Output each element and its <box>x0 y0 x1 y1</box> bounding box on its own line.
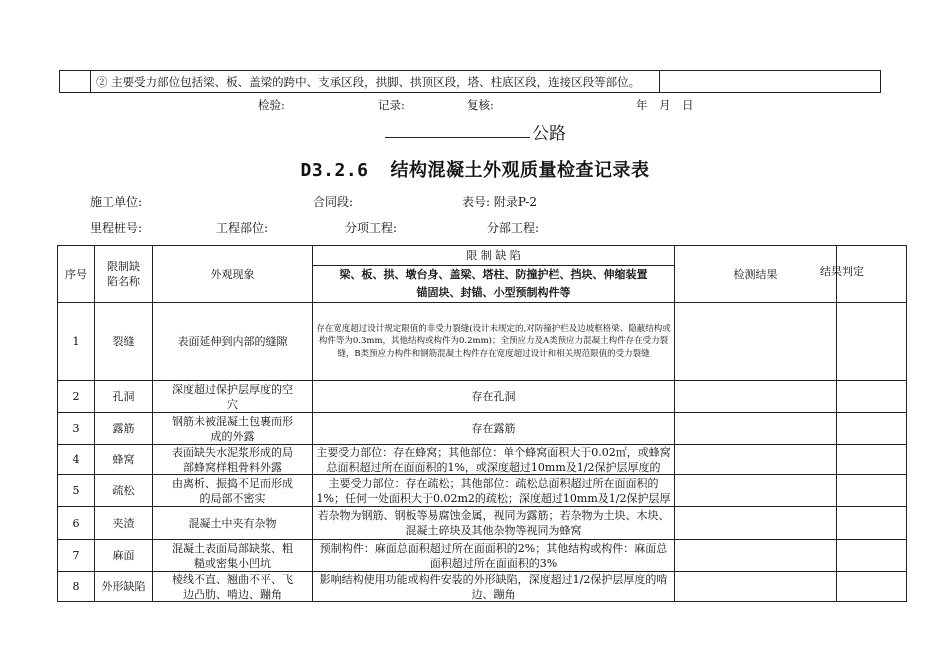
page-title <box>0 156 950 182</box>
table-row <box>58 572 907 602</box>
row-no: 7 <box>58 540 95 572</box>
row-judge-cell[interactable] <box>837 303 907 381</box>
row-no: 6 <box>58 507 95 540</box>
table-row <box>58 507 907 540</box>
meta-contractor: 施工单位: <box>90 195 143 209</box>
header-judge-label: 结果判定 <box>820 265 864 278</box>
row-appearance: 表面延伸到内部的缝隙 <box>153 303 313 381</box>
row-appearance: 钢筋未被混凝土包裹而形成的外露 <box>153 413 313 445</box>
header-limit: 限 制 缺 陷 <box>313 246 675 266</box>
row-appearance: 表面缺失水泥浆形成的局部蜂窝样粗骨料外露 <box>153 445 313 475</box>
header-result: 检测结果 <box>675 246 837 303</box>
row-appearance: 混凝土表面局部缺浆、粗糙或密集小凹坑 <box>153 540 313 572</box>
sign-inspect: 检验: <box>258 98 285 112</box>
row-judge-cell[interactable] <box>837 507 907 540</box>
meta-station: 里程桩号: <box>90 221 143 235</box>
row-result-cell[interactable] <box>675 507 837 540</box>
row-defect-name: 疏松 <box>95 475 153 507</box>
header-appearance: 外观现象 <box>153 246 313 303</box>
row-no: 5 <box>58 475 95 507</box>
title-text: 结构混凝土外观质量检查记录表 <box>390 160 650 181</box>
meta-contract-section: 合同段: <box>313 195 354 209</box>
row-no: 8 <box>58 572 95 602</box>
row-defect-name: 外形缺陷 <box>95 572 153 602</box>
row-limit: 预制构件：麻面总面积超过所在面面积的2%；其他结构或构件：麻面总面积超过所在面面积的3% <box>313 540 675 572</box>
row-limit: 影响结构使用功能或构件安装的外形缺陷，深度超过1/2保护层厚度的啃边、蹦角 <box>313 572 675 602</box>
meta-sub-work: 分部工程: <box>487 221 540 235</box>
table-row <box>58 540 907 572</box>
table-row <box>58 445 907 475</box>
sign-date: 年 月 日 <box>636 98 694 112</box>
sign-review: 复核: <box>467 98 494 112</box>
table-row <box>58 413 907 445</box>
row-judge-cell[interactable] <box>837 540 907 572</box>
header-no: 序号 <box>58 246 95 303</box>
top-note-row <box>59 70 881 93</box>
meta-form-no: 表号: 附录P-2 <box>462 195 537 209</box>
meta-project-part: 工程部位: <box>216 221 269 235</box>
row-appearance: 混凝土中夹有杂物 <box>153 507 313 540</box>
row-appearance: 棱线不直、翘曲不平、飞边凸肋、啃边、蹦角 <box>153 572 313 602</box>
road-name-blank[interactable] <box>385 137 530 138</box>
row-defect-name: 蜂窝 <box>95 445 153 475</box>
top-note-divider <box>659 71 660 92</box>
row-judge-cell[interactable] <box>837 381 907 413</box>
sign-record: 记录: <box>378 98 405 112</box>
row-defect-name: 露筋 <box>95 413 153 445</box>
header-limit-sub: 梁、板、拱、墩台身、盖梁、塔柱、防撞护栏、挡块、伸缩装置锚固块、封锚、小型预制构件等 <box>313 266 675 303</box>
row-limit: 存在孔洞 <box>313 381 675 413</box>
header-defect-name: 限制缺陷名称 <box>95 246 153 303</box>
row-judge-cell[interactable] <box>837 475 907 507</box>
row-appearance: 深度超过保护层厚度的空穴 <box>153 381 313 413</box>
title-code: D3.2.6 <box>300 160 369 181</box>
row-result-cell[interactable] <box>675 572 837 602</box>
row-no: 2 <box>58 381 95 413</box>
row-result-cell[interactable] <box>675 381 837 413</box>
row-limit: 主要受力部位：存在疏松；其他部位：疏松总面积超过所在面面积的1%；任何一处面积大于0.02m2的疏松；深度超过10mm及1/2保护层厚 <box>313 475 675 507</box>
table-row <box>58 303 907 381</box>
row-defect-name: 麻面 <box>95 540 153 572</box>
row-limit: 若杂物为钢筋、钢板等易腐蚀金属，视同为露筋；若杂物为土块、木块、混凝土碎块及其他杂物等视同为蜂窝 <box>313 507 675 540</box>
row-result-cell[interactable] <box>675 445 837 475</box>
row-result-cell[interactable] <box>675 303 837 381</box>
row-no: 3 <box>58 413 95 445</box>
meta-sub-project: 分项工程: <box>345 221 398 235</box>
row-defect-name: 孔洞 <box>95 381 153 413</box>
row-result-cell[interactable] <box>675 475 837 507</box>
row-judge-cell[interactable] <box>837 445 907 475</box>
row-result-cell[interactable] <box>675 413 837 445</box>
table-row <box>58 381 907 413</box>
table-row <box>58 475 907 507</box>
row-appearance: 由离析、振捣不足而形成的局部不密实 <box>153 475 313 507</box>
top-note-blank-cell <box>60 71 91 92</box>
row-judge-cell[interactable] <box>837 413 907 445</box>
road-suffix: 公路 <box>532 124 566 144</box>
row-defect-name: 裂缝 <box>95 303 153 381</box>
row-limit: 存在露筋 <box>313 413 675 445</box>
inspection-table <box>57 245 907 602</box>
row-result-cell[interactable] <box>675 540 837 572</box>
row-limit: 主要受力部位：存在蜂窝；其他部位：单个蜂窝面积大于0.02㎡，或蜂窝总面积超过所在面面积的1%，或深度超过10mm及1/2保护层厚度的 <box>313 445 675 475</box>
row-no: 1 <box>58 303 95 381</box>
row-limit: 存在宽度超过设计规定限值的非受力裂缝(设计未规定的,对防撞护栏及边坡框格梁、隐蔽结构或构件等为0.3mm，其他结构或构件为0.2mm)；全预应力及A类预应力混凝土构件存在受力裂缝，B类预应力构件和钢筋混凝土构件存在宽度超过设计和相关规范限值的受力裂缝 <box>313 303 675 381</box>
row-judge-cell[interactable] <box>837 572 907 602</box>
top-note-text: ② 主要受力部位包括梁、板、盖梁的跨中、支承区段，拱脚、拱顶区段，塔、柱底区段，连接区段等部位。 <box>96 75 641 89</box>
row-defect-name: 夹渣 <box>95 507 153 540</box>
row-no: 4 <box>58 445 95 475</box>
